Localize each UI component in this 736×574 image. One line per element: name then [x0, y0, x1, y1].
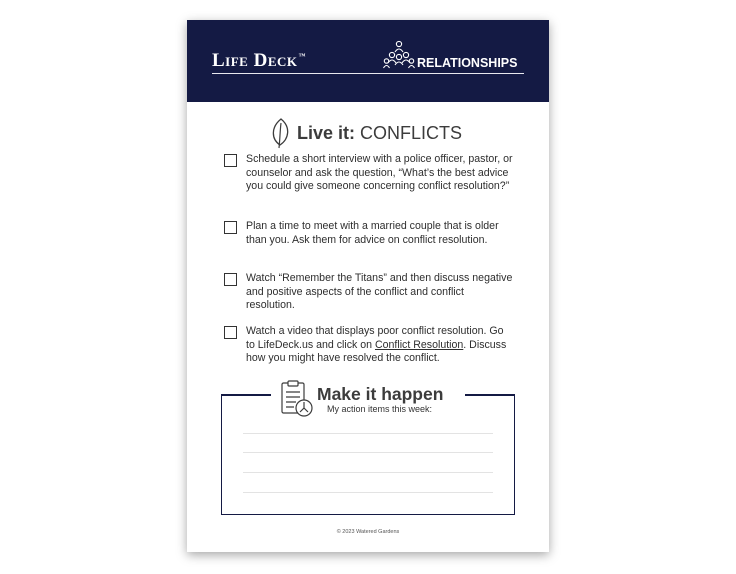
task-text-before: Watch a video that displays poor conflict resolution. Go to LifeDeck.us and click on: [246, 325, 504, 351]
task-text: Plan a time to meet with a married couple that is older than you. Ask them for advice on conflict resolution.: [246, 220, 499, 246]
task-text: Schedule a short interview with a police officer, pastor, or counselor and ask the question, “What’s the best advice you could give someone concerning conflict resolution?”: [246, 153, 513, 193]
task-checkbox[interactable]: [224, 221, 237, 234]
people-group-icon: [383, 40, 415, 70]
trademark: ™: [298, 52, 306, 60]
task-checkbox[interactable]: [224, 154, 237, 167]
box-top-border: [221, 394, 271, 396]
leaf-icon: [269, 117, 293, 149]
category-label: RELATIONSHIPS: [417, 56, 518, 70]
task-text: [246, 325, 514, 366]
card-header: [187, 20, 549, 102]
writing-line[interactable]: [243, 492, 493, 493]
action-subtitle: My action items this week:: [327, 404, 433, 414]
task-item: [224, 153, 514, 194]
brand-name: Life Deck: [212, 50, 298, 71]
life-deck-card: [187, 20, 549, 552]
writing-line[interactable]: [243, 472, 493, 473]
clipboard-clock-icon: [280, 380, 314, 418]
task-checkbox[interactable]: [224, 326, 237, 339]
copyright-footer: © 2023 Watered Gardens: [336, 529, 400, 535]
box-top-border: [465, 394, 515, 396]
task-item: [224, 272, 514, 313]
brand-logo: [212, 50, 306, 72]
section-title: [269, 118, 462, 148]
header-divider: [212, 73, 524, 74]
task-checkbox[interactable]: [224, 273, 237, 286]
writing-line[interactable]: [243, 433, 493, 434]
title-light: CONFLICTS: [360, 122, 463, 143]
title-strong: Live it:: [297, 122, 356, 143]
task-item: [224, 325, 514, 366]
action-title: Make it happen: [317, 384, 444, 404]
task-text: Watch “Remember the Titans” and then discuss negative and positive aspects of the conflict and conflict resolution.: [246, 272, 513, 312]
task-item: [224, 220, 514, 247]
conflict-resolution-link[interactable]: Conflict Resolution: [374, 338, 464, 351]
writing-line[interactable]: [243, 452, 493, 453]
task-text-after: . Discuss how you might have resolved the conflict.: [246, 338, 507, 365]
